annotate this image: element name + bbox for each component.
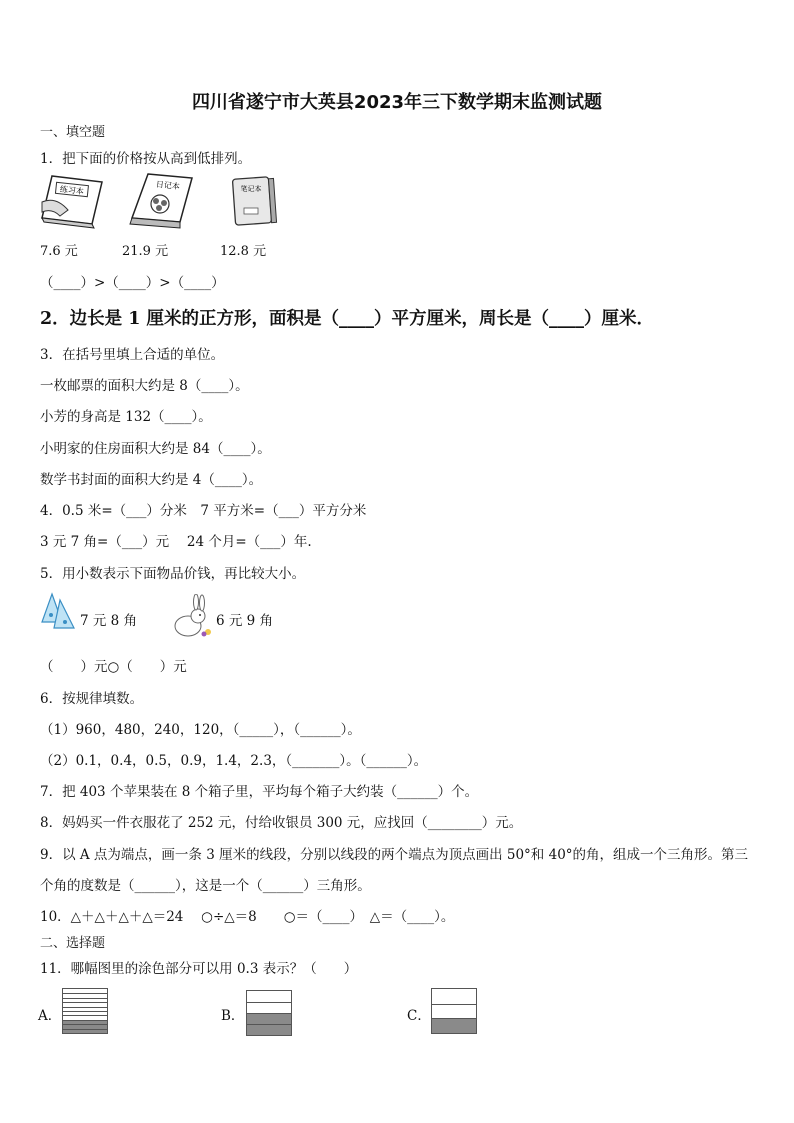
question-8: 8．妈妈买一件衣服花了 252 元，付给收银员 300 元，应找回（________）元。 [40, 815, 523, 831]
question-11: 11．哪幅图里的涂色部分可以用 0.3 表示？（ ） [40, 961, 358, 977]
question-1-answer-blanks: （____）>（____）>（____） [40, 275, 225, 291]
price-exercise-book: 7.6 元 [40, 244, 78, 259]
question-4-line-1: 4．0.5 米=（___）分米 7 平方米=（___）平方分米 [40, 503, 367, 519]
fraction-strip [432, 1018, 476, 1033]
option-b-fraction-bar[interactable] [246, 990, 292, 1036]
exercise-book-label: 练习本 [59, 184, 85, 197]
fraction-strip [432, 989, 476, 1004]
diary-image [126, 170, 196, 230]
question-3-line-1: 一枚邮票的面积大约是 8（____）。 [40, 378, 249, 394]
question-3: 3．在括号里填上合适的单位。 [40, 347, 225, 363]
rabbit-toy-image [170, 594, 216, 640]
question-3-line-3: 小明家的住房面积大约是 84（____）。 [40, 441, 271, 457]
triangle-ruler-image [40, 592, 78, 632]
fraction-strip [247, 1002, 291, 1013]
price-diary: 21.9 元 [122, 244, 169, 259]
price-notebook: 12.8 元 [220, 244, 267, 259]
question-2: 2．边长是 1 厘米的正方形，面积是（____）平方厘米，周长是（____）厘米． [40, 309, 655, 329]
notebook-image [226, 174, 282, 230]
option-c-fraction-bar[interactable] [431, 988, 477, 1034]
exercise-book-image [38, 172, 108, 230]
section-fill-blanks: 一、填空题 [40, 125, 106, 140]
question-6: 6．按规律填数。 [40, 691, 144, 707]
fraction-strip [247, 1013, 291, 1024]
question-4-line-2: 3 元 7 角=（___）元 24 个月=（___）年. [40, 534, 312, 550]
option-b-label[interactable]: B． [221, 1008, 245, 1024]
question-6-line-2: （2）0.1，0.4，0.5，0.9，1.4，2.3，（_______）。（______）。 [40, 753, 428, 769]
question-6-line-1: （1）960，480，240，120，（_____），（______）。 [40, 722, 361, 738]
option-a-fraction-bar[interactable] [62, 988, 108, 1034]
fraction-strip [247, 1024, 291, 1035]
notebook-label: 笔记本 [240, 185, 262, 193]
question-10: 10．△＋△＋△＋△＝24 ○÷△＝8 ○＝（____） △＝（____）。 [40, 909, 455, 925]
option-c-label[interactable]: C． [407, 1008, 431, 1024]
fraction-strip [432, 1004, 476, 1019]
item-2-price: 6 元 9 角 [216, 613, 274, 629]
question-9-line-2: 个角的度数是（______），这是一个（______）三角形。 [40, 878, 371, 894]
question-3-line-4: 数学书封面的面积大约是 4（____）。 [40, 472, 263, 488]
question-7: 7．把 403 个苹果装在 8 个箱子里，平均每个箱子大约装（______）个。 [40, 784, 479, 800]
question-5-answer-blanks: （ ）元○（ ）元 [40, 659, 187, 675]
question-5: 5．用小数表示下面物品价钱，再比较大小。 [40, 566, 306, 582]
question-3-line-2: 小芳的身高是 132（____）。 [40, 409, 212, 425]
diary-label: 日记本 [155, 179, 181, 192]
question-1: 1．把下面的价格按从高到低排列。 [40, 151, 252, 167]
section-choice: 二、选择题 [40, 936, 106, 951]
fraction-strip [63, 1029, 107, 1033]
item-1-price: 7 元 8 角 [80, 613, 138, 629]
page-title: 四川省遂宁市大英县2023年三下数学期末监测试题 [191, 92, 603, 113]
option-a-label[interactable]: A． [38, 1008, 62, 1024]
fraction-strip [247, 991, 291, 1002]
question-9-line-1: 9．以 A 点为端点，画一条 3 厘米的线段，分别以线段的两个端点为顶点画出 50°和 40°的角，组成一个三角形。第三 [40, 847, 749, 863]
